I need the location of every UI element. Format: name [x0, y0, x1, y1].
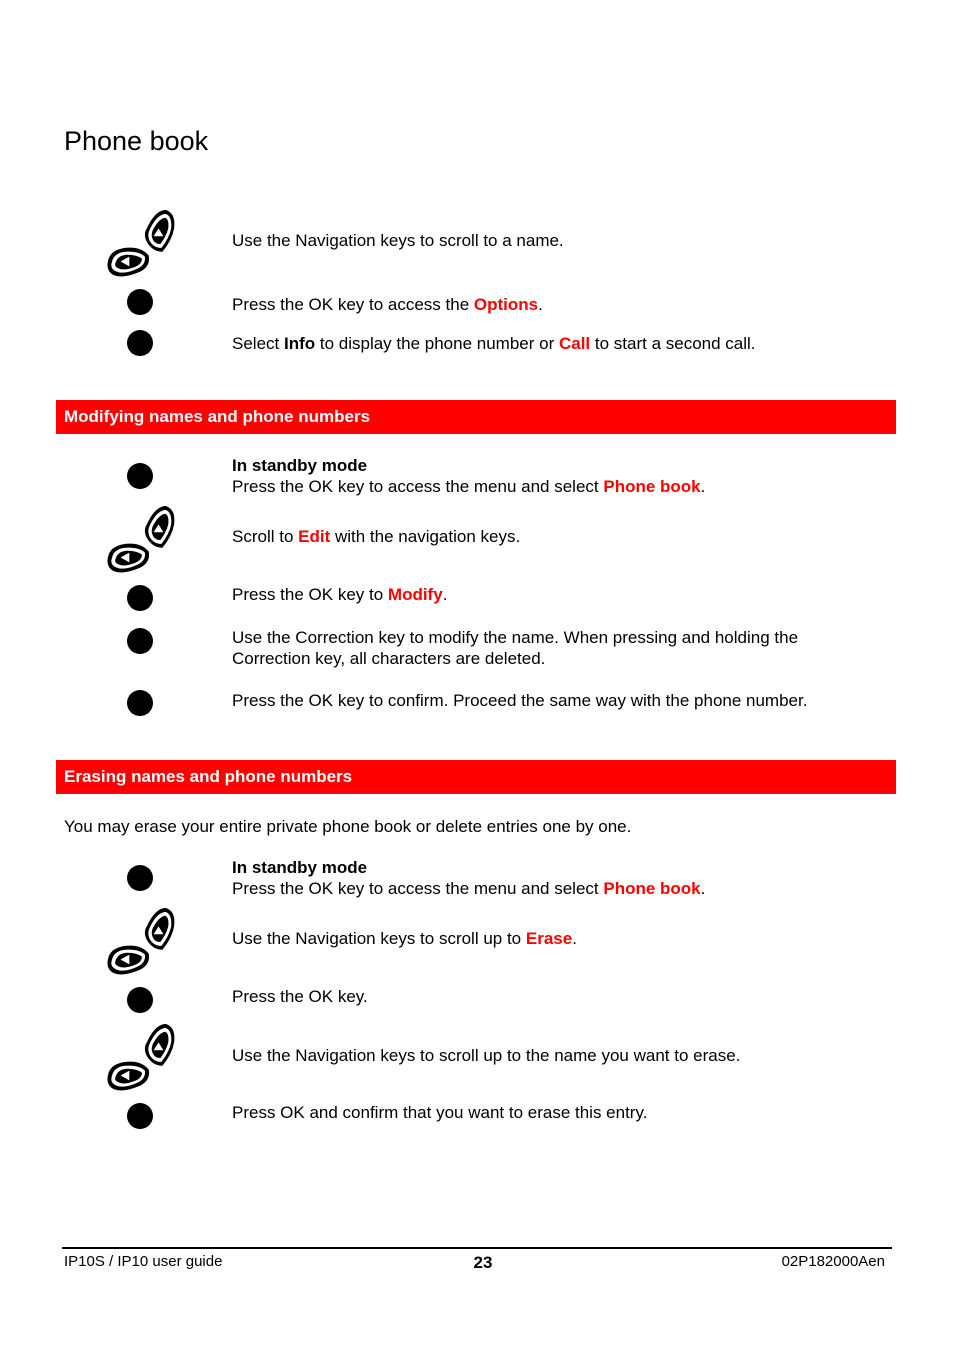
step-text: In standby mode Press the OK key to access the menu and select Phone book.	[232, 456, 706, 496]
step-text: In standby mode Press the OK key to access the menu and select Phone book.	[232, 858, 706, 898]
navigation-keys-icon	[104, 1021, 178, 1095]
ok-key-icon	[127, 330, 153, 356]
step-text: Use the Navigation keys to scroll up to Erase.	[232, 929, 577, 948]
step-text: Select Info to display the phone number or Call to start a second call.	[232, 334, 756, 353]
step-text: Use the Correction key to modify the name. When pressing and holding the Correction key, all characters are deleted.	[232, 628, 799, 668]
ok-key-icon	[127, 690, 153, 716]
footer-guide-title: IP10S / IP10 user guide	[64, 1253, 223, 1270]
footer-divider	[62, 1247, 892, 1249]
step-text: Press the OK key to access the Options.	[232, 295, 543, 314]
step-text: Press the OK key to Modify.	[232, 585, 448, 604]
step-text: Press the OK key to confirm. Proceed the same way with the phone number.	[232, 691, 808, 710]
page-title: Phone book	[64, 126, 209, 156]
navigation-keys-icon	[104, 503, 178, 577]
navigation-keys-icon	[104, 905, 178, 979]
section-intro: You may erase your entire private phone book or delete entries one by one.	[64, 817, 632, 836]
footer-doc-code: 02P182000Aen	[781, 1253, 885, 1270]
section-heading: Erasing names and phone numbers	[56, 760, 896, 794]
step-text: Press the OK key.	[232, 987, 368, 1006]
ok-key-icon	[127, 585, 153, 611]
navigation-keys-icon	[104, 207, 178, 281]
ok-key-icon	[127, 628, 153, 654]
footer-page-number: 23	[473, 1253, 493, 1272]
section-heading: Modifying names and phone numbers	[56, 400, 896, 434]
step-text: Use the Navigation keys to scroll to a name.	[232, 231, 564, 250]
ok-key-icon	[127, 289, 153, 315]
ok-key-icon	[127, 1103, 153, 1129]
ok-key-icon	[127, 865, 153, 891]
ok-key-icon	[127, 987, 153, 1013]
ok-key-icon	[127, 463, 153, 489]
step-text: Scroll to Edit with the navigation keys.	[232, 527, 521, 546]
step-text: Use the Navigation keys to scroll up to the name you want to erase.	[232, 1046, 741, 1065]
step-text: Press OK and confirm that you want to erase this entry.	[232, 1103, 648, 1122]
